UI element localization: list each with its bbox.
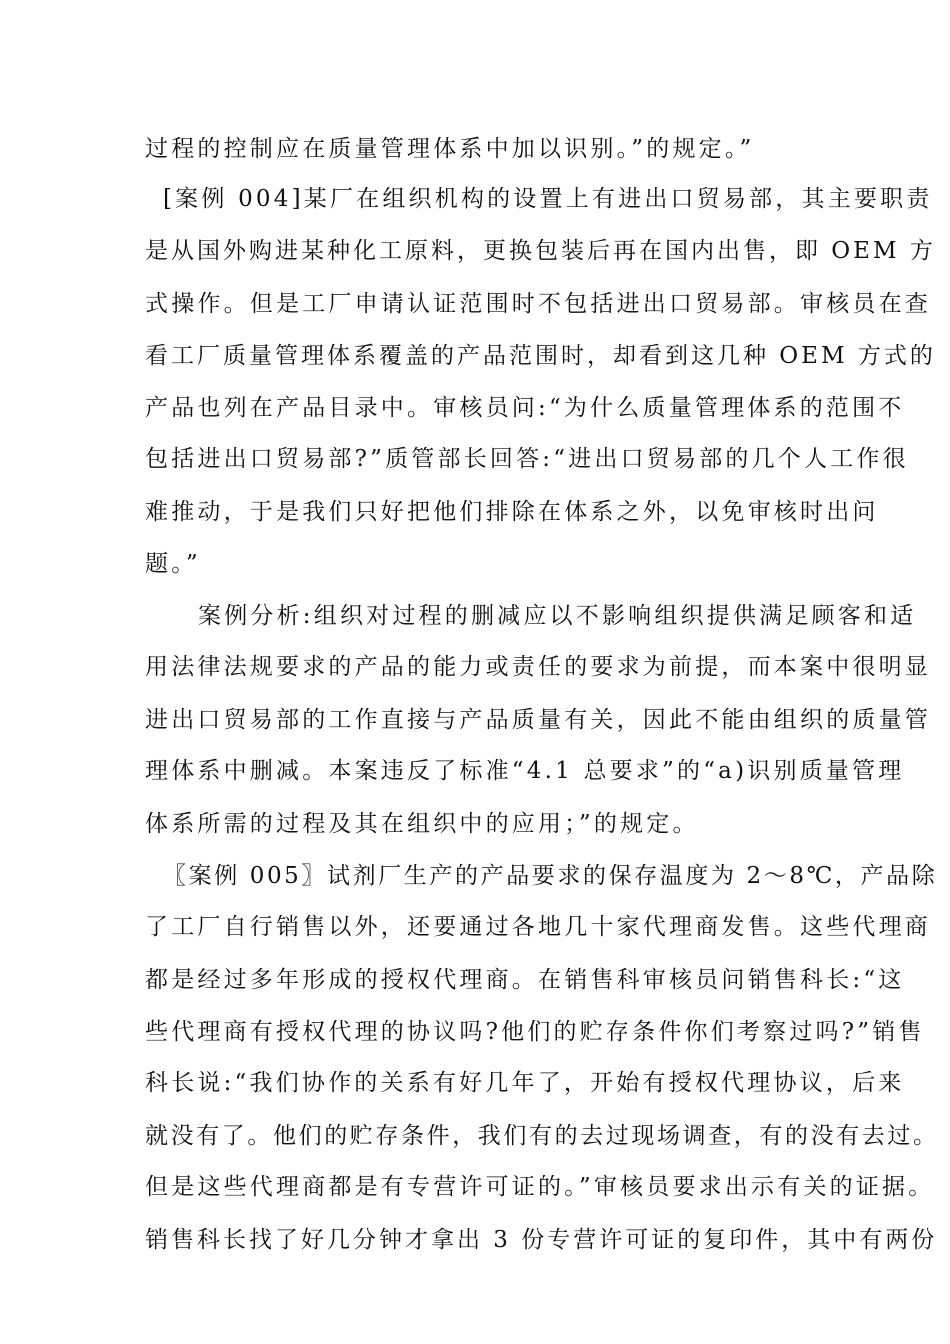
text-line: 包括进出口贸易部?”质管部长回答:“进出口贸易部的几个人工作很 [145,446,909,472]
text-line: 题。” [145,551,201,577]
text-line: 案例分析:组织对过程的删减应以不影响组织提供满足顾客和适 [198,603,917,629]
text-line: 理体系中删减。本案违反了标准“4.1 总要求”的“a)识别质量管理 [145,758,905,784]
text-line: 就没有了。他们的贮存条件，我们有的去过现场调查，有的没有去过。 [145,1123,939,1149]
text-line: 看工厂质量管理体系覆盖的产品范围时，却看到这几种 OEM 方式的 [145,343,936,369]
text-line: 过程的控制应在质量管理体系中加以识别。”的规定。” [145,136,755,162]
text-line: 销售科长找了好几分钟才拿出 3 份专营许可证的复印件，其中有两份 [145,1227,938,1253]
text-line: 式操作。但是工厂申请认证范围时不包括进出口贸易部。审核员在查 [145,291,931,317]
text-line: 〖案例 005〗试剂厂生产的产品要求的保存温度为 2～8℃，产品除 [163,863,938,889]
text-line: 些代理商有授权代理的协议吗?他们的贮存条件你们考察过吗?”销售 [145,1019,925,1045]
text-line: 用法律法规要求的产品的能力或责任的要求为前提，而本案中很明显 [145,654,931,680]
text-line: 科长说:“我们协作的关系有好几年了，开始有授权代理协议，后来 [145,1070,905,1096]
text-line: [案例 004]某厂在组织机构的设置上有进出口贸易部，其主要职责 [163,186,933,212]
text-line: 是从国外购进某种化工原料，更换包装后再在国内出售，即 OEM 方 [145,238,936,264]
text-line: 进出口贸易部的工作直接与产品质量有关，因此不能由组织的质量管 [145,707,931,733]
text-line: 了工厂自行销售以外，还要通过各地几十家代理商发售。这些代理商 [145,914,931,940]
text-line: 但是这些代理商都是有专营许可证的。”审核员要求出示有关的证据。 [145,1174,935,1200]
text-line: 体系所需的过程及其在组织中的应用；”的规定。 [145,811,699,837]
text-line: 难推动，于是我们只好把他们排除在体系之外，以免审核时出问 [145,499,879,525]
text-line: 都是经过多年形成的授权代理商。在销售科审核员问销售科长:“这 [145,967,905,993]
text-line: 产品也列在产品目录中。审核员问:“为什么质量管理体系的范围不 [145,395,905,421]
